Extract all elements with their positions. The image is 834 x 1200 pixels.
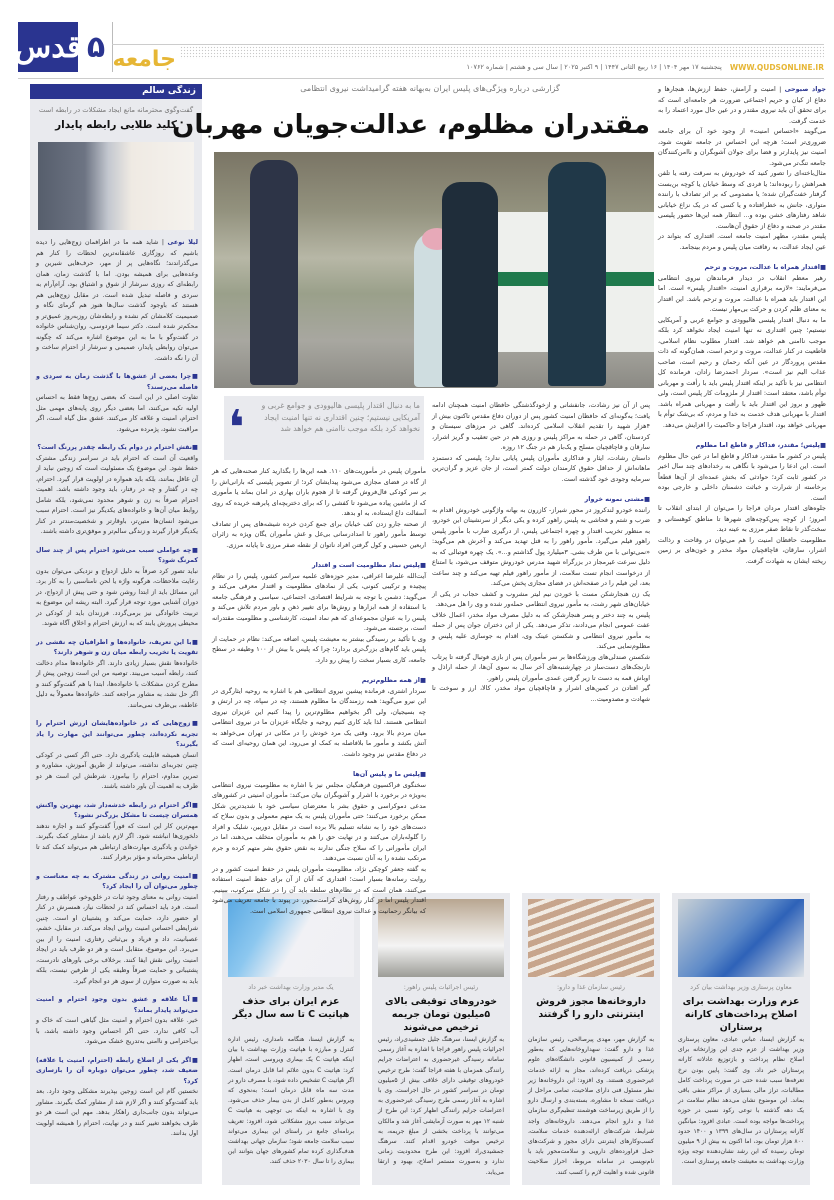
paragraph: می‌گویند «احساس امنیت» از وجود خود آن برای جامعه ضروری‌تر است؛ هرچه این احساس در جامعه تقویت شود، امنیت نیز پایدارتر و فضا برای جولان آشوبگران و ناامن‌کنندگان جامعه تنگ‌تر می‌شود. [658,127,826,167]
card-kicker: رئیس سازمان غذا و دارو: [556,983,626,991]
subheading: ■از همه مظلوم‌تریم [361,676,426,684]
card-kicker: یک مدیر وزارت بهداشت خبر داد [248,983,334,991]
paragraph: پلیس مقتدر، مظهر امنیت جامعه است. اقتداری که بتواند در عین ایجاد عدالت، به رفاقت میان پلیس و مردم بینجامد. [658,232,826,251]
divider [18,78,824,79]
website-link[interactable]: WWW.QUDSONLINE.IR [729,62,824,72]
section-title: جامعه [112,47,176,72]
card-title[interactable]: خودروهای توقیفی بالای ۵میلیون تومان جریمه ترخیص می‌شوند [384,996,498,1033]
subheading: ■پلیس ما و پلیس آن‌ها [352,770,426,778]
paragraph: مأموران پلیس در مأموریت‌های ۱۱۰. همه این‌ها را بگذارید کنار صحنه‌هایی که هر از گاه در فضای مجازی می‌شود پیدایشان کرد؛ از تصویر پلیسی که بارانی‌اش را بر سر کودکی فال‌فروش گرفته تا از هجوم باران بهاری در امان بماند یا مأموری که از ماشین پیاده می‌شود تا کفشی را که برای دختربچه‌ای پابرهنه خریده که روی آسفالت داغ ایستاده، به او بدهد. [212,467,427,517]
divider [112,44,824,45]
paragraph: پلیس به چند دختر و پسر هنجارشکن که به دلیل مصرف مواد مخدر، اعمال خلاف عفت عمومی انجام می‌دادند، تذکر می‌دهد. یکی از این دختران جوان پس از حمله به مأمور نیروی انتظامی و شکستن عینک وی، اقدام به جوسازی علیه پلیس و مظلوم‌نمایی می‌کند. [432,610,650,650]
news-card[interactable] [222,893,360,1185]
photo-officer [548,162,606,386]
qa-question: ■با این تعریف، خانواده‌ها و اطرافیان چه نقشی در تقویت یا تخریب رابطه میان زن و شوهر دارند؟ [36,638,198,656]
quote-icon: ❛ [228,400,245,456]
qa-answer: خیر. علاقه بدون احترام و امنیت مثل گیاهی است که خاک و آب کافی ندارد. حتی اگر احساس وجود داشته باشد، با بی‌احترامی و ناامنی به‌تدریج خشک می‌شود. [36,1017,198,1045]
paragraph: رهبر معظم انقلاب در دیدار فرماندهان نیروی انتظامی می‌فرمایند: «لازمه برقراری امنیت، «اقتدار پلیس» است. اما این اقتدار باید همراه با عدالت، مروت و ترحم باشد. این اقتدار به معنای ظلم کردن و حرکت بی‌مهار نیست. [658,273,826,313]
paragraph: جلوه‌های اقتدار مردان فراجا را می‌توان از ابتدای انقلاب تا امروز؛ از کوچه پس‌کوچه‌های شهرها تا مناطق کوهستانی و سخت‌گذر تا نقاط صفر مرزی به عینه دید. [658,504,826,533]
subheading: ■پلیس؛ مقتدر، فداکار و قاطع اما مظلوم [695,441,826,449]
qa-question: ■چرا بعضی از عشق‌ها با گذشت زمان به سردی و فاصله می‌رسند؟ [36,373,198,391]
paragraph: سردار اشتری، فرمانده پیشین نیروی انتظامی هم با اشاره به روحیه ایثارگری در این نیرو می‌گوید: همه رزمندگان ما مظلوم هستند، چه در سپاه، چه در ارتش و چه بسیجیان، ولی اگر بخواهیم مظلوم‌ترین را پیدا کنیم این عزیزان نیروی انتظامی هستند. لذا باید کاری کنیم روحیه و جایگاه عزیزان ما در نیروی انتظامی میان مردم بالا برود. وقتی یک مرد خودش را در مکانی در تهران می‌خواهد به آتش بکشد و مأمور ما بلافاصله به کمک او می‌رود، این همان روحیه‌ای است که در دفاع مقدس نیز وجود داشت. [212,686,426,758]
qa-answer: انسان همیشه قابلیت یادگیری دارد. حتی اگر کسی در کودکی چنین تجربه‌ای نداشته، می‌تواند از طریق آموزش، مشاوره و تمرین مداوم، احترام را بیاموزد. شرطش این است هر دو طرف به اهمیت آن باور داشته باشند. [36,751,198,790]
paragraph: مثال‌باخته‌ای را تصور کنید که خودروش به سرقت رفته یا تلفن همراهش را ربوده‌اند؛ یا فردی که وسط خیابان یا کوچه بن‌بست گرفتار خفت‌گیران شده؛ یا مصدومی که بر اثر تصادف با راننده متواری، جانش به خطرافتاده و یا کسی که در یک نزاع خیابانی شاهد رفتارهای خشن بوده و... انتظار همه این‌ها حضور پلیسی مقتدر در صحنه و دفاع از حقوق آن‌هاست. [658,169,826,230]
card-photo [528,899,654,977]
column-content [212,466,426,916]
paragraph: ما به دنبال اقتدار پلیسی هالیوودی و جوامع غربی و آمریکایی نیستیم؛ چنین اقتداری نه تنها امنیت ایجاد نخواهد کرد بلکه موجب ناامنی هم خواهد شد. اقتدار مطلوب نظام اسلامی، قاطعیت در کنار عدالت، مروت و ترحم است، همان‌گونه که ذات مقدس پروردگار در عین آنکه رحمان و رحیم است، صاحب عذاب الیم نیز است». سردار احمدرضا رادان، فرمانده کل انتظامی نیز با تأکید بر اینکه اقتدار پلیس باید با رأفت و مهربانی توأم باشد، معتقد است: اقتدار از ملزومات کار پلیس است، ولی ظهور و بروز این اقتدار باید با رأفت و مهربانی همراه باشد. اقتدار با مهربانی هدف خدمت به خدا و مردم، که بی‌شک توأم با مهربانی خواهد بود، اقتدار فراجا و حاکمیت را افزایش می‌دهد. [658,315,826,429]
column-content [432,400,650,704]
paragraph: پس از آن نیز رشادت، جانفشانی و ازخودگذشتگی حافظان امنیت همچنان ادامه یافت؛ به‌گونه‌ای که حافظان امنیت کشور پس از دوران دفاع مقدس تاکنون بیش از ۴هزار شهید را تقدیم انقلاب اسلامی کرده‌اند. گاهی در مرزهای سیستان و کردستان، گاهی در حمله به مراکز پلیس و روزی هم در حین تعقیب و گریز اشرار، سارقان و قاچاقچیان مسلح و یک‌بار هم در جنگ ۱۲ روزه. [432,401,650,451]
paragraph: شکستن صندلی‌های ورزشگاه‌ها بر سر مأموران پس از بازی فوتبال گرفته تا پرتاب نارنجک‌های دست‌ساز در چهارشنبه‌های آخر سال به سوی آن‌ها، از حمله اراذل و اوباش قمه به دست تا زیر گرفتن عمدی مأموران پلیس راهور. [432,652,650,682]
qa-answer: خانواده‌ها نقش بسیار زیادی دارند. اگر خانواده‌ها مدام دخالت کنند، رابطه آسیب می‌بیند. توصیه من این است زوجین پیش از مطرح کردن مشکلات با خانواده‌ها، ابتدا با هم گفت‌وگو کنند و اگر حل نشد، به مشاور مراجعه کنند. خانواده‌ها معمولاً به دلیل عاطفه، بی‌طرف نمی‌مانند. [36,659,198,709]
card-body: به گزارش ایسنا، سرهنگ جلیل جمشیدی‌راد، رئیس اجرائیات پلیس راهور فراجا با اشاره به آغاز رسمی سامانه رسیدگی غیرحضوری به اعتراضات جرایم رانندگی همزمان با هفته فراجا گفت: طرح ترخیص خودروهای توقیفی دارای خلافی بیش از ۵میلیون تومان در سراسر کشور در حال اجراست. وی با اشاره به آغاز رسمی طرح رسیدگی غیرحضوری به اعتراضات جرایم رانندگی اظهار کرد: این طرح از شنبه ۱۲ مهر به صورت آزمایشی آغاز شد و مالکان می‌توانند با پرداخت بخشی از مبلغ جریمه، به ترخیص موقت خودرو اقدام کنند. سرهنگ جمشیدی‌راد افزود: این طرح محدودیت زمانی ندارد و به‌صورت مستمر اصلاح، بهبود و ارتقا می‌یابد. [378,1036,505,1176]
qa-question: ■اگر یکی از اضلاع رابطه (احترام، امنیت یا علاقه) ضعیف شد، چطور می‌توان دوباره آن را بازسازی کرد؟ [36,1056,198,1085]
logo-text: قدس [14,29,82,65]
page-number: ۵ [82,22,110,72]
card-body: به گزارش مهر، مهدی پیرصالحی، رئیس سازمان غذا و دارو گفت: سهداروخانه‌هایی که به‌طور رسمی از کمیسیون قانونی دانشگاه‌های علوم پزشکی دریافت کرده‌اند، مجاز به ارائه خدمات غیرحضوری هستند. وی افزود: این داروخانه‌ها زیر نظر مسئول فنی دارای صلاحیت، تمامی مراحل از دریافت نسخه تا مشاوره، بسته‌بندی و ارسال دارو را از طریق زیرساخت هوشمند تنظیم‌گری سازمان غذا و دارو انجام می‌دهند. داروخانه‌های واجد شرایط، شرکت‌های ارائه‌دهنده خدمات سلامت، کسب‌وکارهای اینترنتی دارای مجوز و شرکت‌های حمل فراورده‌های دارویی و سلامت‌محور باید با نام‌نویسی در سامانه مربوط، احراز صلاحیت قانونی شده و اهلیت لازم را کسب کنند. [528,1036,654,1176]
qa-answer: مهم‌ترین کار این است که فوراً گفت‌وگو کنند و اجازه ندهند دلخوری‌ها انباشته شود. اگر لازم باشد از مشاور کمک بگیرند. خواندن و یادگیری مهارت‌های ارتباطی هم می‌تواند کمک کند تا ارتباطی محترمانه و مؤثر برقرار کنند. [36,822,198,861]
card-photo [678,899,804,977]
card-title[interactable]: داروخانه‌ها مجوز فروش اینترنتی دارو را گرفتند [536,996,646,1020]
article-column-2 [432,400,650,885]
qa-question: ■امنیت روانی در زندگی مشترک به چه معناست و چطور می‌توان آن را ایجاد کرد؟ [36,872,198,890]
news-card[interactable] [522,893,660,1185]
qa-question: ■آیا علاقه و عشق بدون وجود احترام و امنیت می‌تواند پایدار بماند؟ [36,996,198,1014]
qa-answer: نخستین گام این است زوجین بپذیرند مشکلی وجود دارد. بعد باید گفت‌وگو کنند و اگر لازم شد از مشاور کمک بگیرند. مشاور می‌تواند بدون جانب‌داری راهکار بدهد. مهم این است هر دو طرف بخواهند تغییر کنند و در نهایت، احترام را همیشه اولویت اول بدانند. [36,1088,198,1137]
main-headline: مقتدران مظلوم، عدالت‌جویان مهربان [172,110,650,140]
sidebar-kicker: گفت‌وگوی محترمانه مانع ایجاد مشکلات در رابطه است [38,106,194,114]
paragraph: آیت‌الله علیرضا اعرافی، مدیر حوزه‌های علمیه سراسر کشور، پلیس را در نظام پیچیده و ترکیبی کنونی، یکی از نمادهای مظلومیت و اقتدار معرفی می‌کند و می‌گوید: دشمن با توجه به شرایط اقتصادی، اجتماعی، سیاسی و فرهنگی جامعه با استفاده از همه ابزارها و روش‌ها برای تغییر ذهن و باور مردم تلاش می‌کند و پلیس را به عنوان مجموعه‌ای که هم نماد امنیت، کارشناسی و مظلومیت مقتدرانه است، برجسته می‌شود. [212,571,426,632]
paragraph: پلیس در کشور ما مقتدر، فداکار و قاطع اما در عین حال مظلوم است. این ادعا را می‌شود با نگاهی به رخدادهای چند سال اخیر در کشور ثابت کرد؛ حوادثی که بخش عمده‌ای از آن‌ها قطعاً برخاسته از شرارت و خباثت دشمنان داخلی و خارجی بوده است. [658,451,826,502]
paragraph: امنیت و آرامش، حفظ ارزش‌ها، هنجارها و دفاع از کیان و حریم اجتماعی ضرورت هر جامعه‌ای است که برای تحقق آن باید نیروی مقتدر و در عین حال مورد اعتماد را به خدمت گرفت. [658,85,826,125]
subheading: ■اقتدار همراه با عدالت، مروت و ترحم [704,263,826,271]
subheading: ■پلیس نماد مظلومیت است و اقتدار [311,561,426,569]
article-column-3 [212,466,427,915]
qa-list [36,372,198,1140]
news-card[interactable] [372,893,510,1185]
paragraph: داستان رشادت، ایثار و فداکاری مأموران پلیس پایانی ندارد؛ پلیسی که دستمزد ماهانه‌اش از حداقل حقوق کارمندان دولت کمتر است، از جان عزیز و گران‌ترین سرمایه وجودی خود گذشته است. [432,453,650,483]
paragraph: راننده خودرو لندکروز در محور شیراز- کازرون به بهانه واژگونی خودروش اقدام به ضرب و شتم و فحاشی به پلیس راهور کرده و یکی دیگر از سرنشینان این خودرو، به منظور تخریب اقتدار و چهره اجتماعی پلیس، از درگیری ضارب با مأمور پلیس راهور فیلم می‌گیرد. مأمور راهور را به قتل تهدید می‌کند و آخرش هم می‌گوید: «نمی‌توانی با من طرف بشی. ۳میلیارد پول گذاشتم و...». یک چهره فوتبالی که به دلیل سرعت غیرمجاز در بزرگراه شهید مدرس خودروش متوقف می‌شود، با امتناع از درخواست انجام تست سلامت، از مأمور راهور فیلم تهیه می‌کند و چند ساعت بعد، این فیلم را در صفحه‌اش در فضای مجازی پخش می‌کند. [432,505,650,587]
card-kicker: رئیس اجرائیات پلیس راهور: [403,983,479,991]
card-body: به گزارش ایسنا، عباس عبادی، معاون پرستاری وزیر بهداشت از عزم جدی این وزارتخانه برای اصلاح نظام پرداخت و بازتوزیع عادلانه کارانه پرستاران خبر داد. وی گفت: پایین بودن نرخ تعرفه‌ها سبب شده حتی در صورت پرداخت کامل مطالبات، تراز مالی بسیاری از مراکز منفی باقی بماند. این موضوع نشان می‌دهد نظام سلامت در یک دهه گذشته با نوعی رکود نسبی در حوزه پرداخت‌ها مواجه بوده است. عبادی افزود: میانگین کارانه پرستاران در سال‌های ۱۳۹۹ و ۱۴۰۰ حدود ۸۰۰ هزار تومان بود، اما اکنون به بیش از ۹ میلیون تومان رسیده که این رشد نشان‌دهنده توجه ویژه وزارت بهداشت به معیشت جامعه پرستاری است. [678,1036,805,1166]
qa-question: ■چه عواملی سبب می‌شود احترام پس از چند سال کمرنگ شود؟ [36,546,198,564]
sidebar-title: کلید طلایی رابطه پایدار [55,119,177,131]
sidebar-article: لیلا نوعی | شاید همه ما در اطرافمان زوج‌هایی را دیده باشیم که روزگاری عاشقانه‌ترین لحظات را کنار هم می‌گذراندند؛ نگاه‌هایی پر از مهر، حرف‌هایی شیرین و وعده‌هایی برای همیشه بودن. اما با گذشت زمان، همان رابطه‌ای که روزی سرشار از شوق و اشتیاق بود، آرام‌آرام به سردی و فاصله تبدیل شده است. در مقابل زوج‌هایی هم هستند که باوجود گذشت سال‌ها هنوز هم گرمای نگاه و صمیمیت کلامشان کم نشده و رابطه‌شان روزبه‌روز عمیق‌تر و محکم‌تر شده است. دکتر سیما فردوسی، روان‌شناس خانواده در گفت‌وگو با ما به این موضوع اشاره می‌کند که چگونه می‌توان روابطی پایدار، صمیمی و سرشار از احترام ساخت و آن را نگه داشت. ■چرا بعضی از عشق‌ها با گذشت زمان به سردی و فاصله می‌رسند؟ تفاوت اصلی در این است که بعضی زوج‌ها فقط به احساس اولیه تکیه می‌کنند، اما بعضی دیگر روی پایه‌های مهمی مثل احترام، امنیت و علاقه کار می‌کنند. عشق مثل گیاه است، اگر مراقبت نشود، پژمرده می‌شود. ■نقش احترام در دوام یک رابطه چقدر پررنگ است؟ واقعیت آن است که احترام باید در سراسر زندگی مشترک حفظ شود. این موضوع یک مسئولیت است که زوجین نباید از آن غافل بمانند، بلکه باید همواره در اولویت قرار گیرد. احترام، چه در گفتار و چه در رفتار، باید وجود داشته باشد. اهمیت احترام صرفاً به زن و شوهر محدود نمی‌شود، بلکه شامل روابط میان آن‌ها و خانواده‌های یکدیگر نیز است. احترام سبب می‌شود انسان‌ها متین‌تر، باوقارتر و شخصیت‌مندتر در کنار یکدیگر قرار گیرند و زندگی سالم‌تر و موفق‌تری داشته باشند. ■چه عواملی سبب می‌شود احترام پس از چند سال کمرنگ شود؟ نباید تصور کرد صرفاً به دلیل ازدواج و نزدیکی می‌توان بدون رعایت ملاحظات، هرگونه واژه یا لحن نامناسبی را به کار برد. این مسائل باید از ابتدا روشن شود و حتی پیش از ازدواج، در دوران آشنایی مورد توجه قرار گیرد. البته ریشه این موضوع به تربیت خانوادگی نیز برمی‌گردد. فرزندان باید از کودکی در محیطی پرورش یابند که به ارزش احترام و اخلاق آگاه شوند. ■با این تعریف، خانواده‌ها و اطرافیان چه نقشی در تقویت یا تخریب رابطه میان زن و شوهر دارند؟ خانواده‌ها نقش بسیار زیادی دارند. اگر خانواده‌ها مدام دخالت کنند، رابطه آسیب می‌بیند. توصیه من این است زوجین پیش از مطرح کردن مشکلات با خانواده‌ها، ابتدا با هم گفت‌وگو کنند و اگر حل نشد، به مشاور مراجعه کنند. خانواده‌ها معمولاً به دلیل عاطفه، بی‌طرف نمی‌مانند. ■زوج‌هایی که در خانواده‌هایشان ارزش احترام را تجربه نکرده‌اند، چطور می‌توانند این مهارت را یاد بگیرند؟ انسان همیشه قابلیت یادگیری دارد. حتی اگر کسی در کودکی چنین تجربه‌ای نداشته، می‌تواند از طریق آموزش، مشاوره و تمرین مداوم، احترام را بیاموزد. شرطش این است هر دو طرف به اهمیت آن باور داشته باشند. ■اگر احترام در رابطه خدشه‌دار شد، بهترین واکنش همسران چیست تا مشکل بزرگ‌تر نشود؟ مهم‌ترین کار این است که فوراً گفت‌وگو کنند و اجازه ندهند دلخوری‌ها انباشته شود. اگر لازم باشد از مشاور کمک بگیرند. خواندن و یادگیری مهارت‌های ارتباطی هم می‌تواند کمک کند تا ارتباطی محترمانه و مؤثر برقرار کنند. ■امنیت روانی در زندگی مشترک به چه معناست و چطور می‌توان آن را ایجاد کرد؟ امنیت روانی به معنای وجود ثبات در خلق‌وخو، عواطف و رفتار است. فرد باید احساس کند در لحظات نیاز، همسرش در کنار او حضور دارد، حمایت می‌کند و پشتیبان او است. چنین شرایطی احساس امنیت روانی ایجاد می‌کند. در مقابل، خشم، عصبانیت، داد و فریاد و بی‌ثباتی رفتاری، امنیت را از بین می‌برد. این موضوع، متقابل است و هر دو طرف باید در ایجاد امنیت روانی نقش ایفا کنند. برخلاف برخی باورهای نادرست، پشتیبانی و حمایت صرفاً وظیفه یکی از طرفین نیست، بلکه باید به صورت متوازن از سوی هر دو انجام گیرد. ■آیا علاقه و عشق بدون وجود احترام و امنیت می‌تواند پایدار بماند؟ خیر. علاقه بدون احترام و امنیت مثل گیاهی است که خاک و آب کافی ندارد. حتی اگر احساس وجود داشته باشد، با بی‌احترامی و ناامنی به‌تدریج خشک می‌شود. ■اگر یکی از اضلاع رابطه (احترام، امنیت یا علاقه) ضعیف شد، چطور می‌توان دوباره آن را بازسازی کرد؟ نخستین گام این است زوجین بپذیرند مشکلی وجود دارد. بعد باید گفت‌وگو کنند و اگر لازم شد از مشاور کمک بگیرند. مشاور می‌تواند بدون جانب‌داری راهکار بدهد. مهم این است هر دو طرف بخواهند تغییر کنند و در نهایت، احترام را همیشه اولویت اول بدانند. [36,238,198,1178]
column-content [658,126,826,566]
sidebar-intro: شاید همه ما در اطرافمان زوج‌هایی را دیده باشیم که روزگاری عاشقانه‌ترین لحظات را کنار هم می‌گذراندند؛ نگاه‌هایی پر از مهر، حرف‌هایی شیرین و وعده‌هایی برای همیشه بودن. اما با گذشت زمان، همان رابطه‌ای که روزی سرشار از شوق و اشتیاق بود، آرام‌آرام به سردی و فاصله تبدیل شده است. در مقابل زوج‌هایی هم هستند که باوجود گذشت سال‌ها هنوز هم گرمای نگاه و صمیمیت کلامشان کم نشده و رابطه‌شان روزبه‌روز عمیق‌تر و محکم‌تر شده است. دکتر سیما فردوسی، روان‌شناس خانواده در گفت‌وگو با ما به این موضوع اشاره می‌کند که چگونه می‌توان روابطی پایدار، صمیمی و سرشار از احترام ساخت و آن را نگه داشت. [36,239,198,362]
card-title[interactable]: عزم وزارت بهداشت برای اصلاح پرداخت‌های کارانه پرستاران [682,996,800,1033]
paragraph: مظلومیت حافظان امنیت را هم می‌توان در وقاحت و رذالت اشرار، سارقان، قاچاقچیان مواد مخدر و خون‌های بر زمین ریخته ایشان به شهادت گرفت. [658,535,826,565]
paragraph: وی با تأکید بر رسیدگی بیشتر به معیشت پلیس، اضافه می‌کند: نظام در حمایت از پلیس باید گام‌های بزرگ‌تری بردارد؛ چرا که پلیس با بیش از ۱۰۰ وظیفه در سطح جامعه، کاری بسیار سخت را پیش رو دارد. [212,634,426,664]
qa-question: ■زوج‌هایی که در خانواده‌هایشان ارزش احترام را تجربه نکرده‌اند، چطور می‌توانند این مهارت را یاد بگیرند؟ [36,720,198,748]
paragraph: گیر افتادن در کمین‌های اشرار و قاچاقچیان مواد مخدر، کالا، ارز و سوخت تا شهادت و مصدومیت... [432,684,650,703]
dotted-pattern [180,46,824,59]
main-kicker: گزارشی درباره ویژگی‌های پلیس ایران به‌بهانه هفته گرامیداشت نیروی انتظامی [300,84,560,93]
qa-answer: تفاوت اصلی در این است که بعضی زوج‌ها فقط به احساس اولیه تکیه می‌کنند، اما بعضی دیگر روی پایه‌های مهمی مثل احترام، امنیت و علاقه کار می‌کنند. عشق مثل گیاه است، اگر مراقبت نشود، پژمرده می‌شود. [36,394,198,433]
qa-question: ■نقش احترام در دوام یک رابطه چقدر پررنگ است؟ [37,444,198,451]
paragraph: به گفته جعفر کوچکی نژاد، مظلومیت مأموران پلیس در حفظ امنیت کشور و در روایت رسانه‌ها بسیار است؛ اقتداری که آنان از آن برای حفظ امنیت استفاده می‌کنند، همان است که در نظام‌های سلطه باید آن را در شکل سرکوب، ببینیم. اقتدار پلیس اما در کنار روش‌های کرامت‌محور، در پیوند با جامعه تعریف می‌شود که بیانگر رحمانیت و عدالت نیروی انتظامی جمهوری اسلامی است. [212,864,426,915]
card-kicker: معاون پرستاری وزیر بهداشت بیان کرد [690,983,792,991]
sidebar-section-label: زندگی سالم [30,84,202,99]
paragraph: یک زن هنجارشکن مست با خوردن نیم لیتر مشروب و کشف حجاب در یکی از خیابان‌های شهر رشت، به مأمور نیروی انتظامی حمله‌ور شده و وی را هل می‌دهد. [432,589,650,608]
dateline: پنجشنبه ۱۷ مهر ۱۴۰۴ | ۱۶ ربیع الثانی ۱۴۴۷ | ۹ اکتبر ۲۰۲۵ | سال سی و هشتم | شماره ۱۰۷۶۲ [466,63,722,71]
main-photo [214,152,654,388]
sidebar-byline: لیلا نوعی [167,239,198,246]
subheading: ■مشتی نمونه خروار [584,495,650,503]
dateline-bar [180,61,824,73]
paragraph: از صحنه جارو زدن کف خیابان برای جمع کردن خرده شیشه‌های پس از تصادف توسط مأمور راهور تا امدادرسانی بی‌غل و غش مأموران یگان ویژه به زائران اربعین حسینی و کول گرفتن افراد ناتوان از نقطه صفر مرزی تا پایانه مرزی. [212,519,426,549]
card-title[interactable]: عزم ایران برای حذف هپاتیت C تا سه سال دیگر [232,996,350,1020]
qa-answer: واقعیت آن است که احترام باید در سراسر زندگی مشترک حفظ شود. این موضوع یک مسئولیت است که زوجین نباید از آن غافل بمانند، بلکه باید همواره در اولویت قرار گیرد. احترام، چه در گفتار و چه در رفتار، باید وجود داشته باشد. اهمیت احترام صرفاً به زن و شوهر محدود نمی‌شود، بلکه شامل روابط میان آن‌ها و خانواده‌های یکدیگر نیز است. احترام سبب می‌شود انسان‌ها متین‌تر، باوقارتر و شخصیت‌مندتر در کنار یکدیگر قرار گیرند و زندگی سالم‌تر و موفق‌تری داشته باشند. [36,454,198,535]
card-body: به گزارش ایسنا، هنگامه نامداری، رئیس اداره کنترل و مبارزه با هپاتیت وزارت بهداشت با بیان اینکه هپاتیت C یک بیماری ویروسی است، اظهار کرد: هپاتیت C بدون علائم اما قابل درمان است. اگر هپاتیت C تشخیص داده شود، با مصرف دارو در مدت سه ماه قابل درمان است؛ به‌نحوی که ویروس به‌طور کامل از بدن بیمار حذف می‌شود. وی با اشاره به اینکه بی توجهی به هپاتیت C می‌تواند سبب بروز مشکلاتی شود، افزود: تعریف برنامه‌ای جامع در راستای این بیماری می‌تواند سبب سلامت جامعه شود؛ سازمان جهانی بهداشت هدف‌گذاری کرده تمام کشورهای جهان بتوانند این بیماری را تا سال ۲۰۳۰ حذف کنند. [228,1036,355,1166]
sidebar-photo [38,142,194,230]
qa-answer: نباید تصور کرد صرفاً به دلیل ازدواج و نزدیکی می‌توان بدون رعایت ملاحظات، هرگونه واژه یا لحن نامناسبی را به کار برد. این مسائل باید از ابتدا روشن شود و حتی پیش از ازدواج، در دوران آشنایی مورد توجه قرار گیرد. البته ریشه این موضوع به تربیت خانوادگی نیز برمی‌گردد. فرزندان باید از کودکی در محیطی پرورش یابند که به ارزش احترام و اخلاق آگاه شوند. [36,567,198,627]
photo-person [250,160,298,385]
main-byline: جواد صبوحی [784,85,827,93]
newspaper-logo [14,22,82,72]
article-column-1: جواد صبوحی | امنیت و آرامش، حفظ ارزش‌ها، هنجارها و دفاع از کیان و حریم اجتماعی ضرورت هر جامعه‌ای است که برای تحقق آن باید نیروی مقتدر و در عین حال مورد اعتماد را به خدمت گرفت. می‌گویند «احساس امنیت» از وجود خود آن برای جامعه ضروری‌تر است؛ هرچه این احساس در جامعه تقویت شود، امنیت نیز پایدارتر و فضا برای جولان آشوبگران و ناامن‌کنندگان جامعه تنگ‌تر می‌شود. مثال‌باخته‌ای را تصور کنید که خودروش به سرقت رفته یا تلفن همراهش را ربوده‌اند؛ یا فردی که وسط خیابان یا کوچه بن‌بست گرفتار خفت‌گیران شده؛ یا مصدومی که بر اثر تصادف با راننده متواری، جانش به خطرافتاده و یا کسی که در یک نزاع خیابانی شاهد رفتارهای خشن بوده و... انتظار همه این‌ها حضور پلیسی مقتدر در صحنه و دفاع از حقوق آن‌هاست. پلیس مقتدر، مظهر امنیت جامعه است. اقتداری که بتواند در عین ایجاد عدالت، به رفاقت میان پلیس و مردم بینجامد. ■اقتدار همراه با عدالت، مروت و ترحم رهبر معظم انقلاب در دیدار فرماندهان نیروی انتظامی می‌فرمایند: «لازمه برقراری امنیت، «اقتدار پلیس» است. اما این اقتدار باید همراه با عدالت، مروت و ترحم باشد. این اقتدار به معنای ظلم کردن و حرکت بی‌مهار نیست. ما به دنبال اقتدار پلیسی هالیوودی و جوامع غربی و آمریکایی نیستیم؛ چنین اقتداری نه تنها امنیت ایجاد نخواهد کرد بلکه موجب ناامنی هم خواهد شد. اقتدار مطلوب نظام اسلامی، قاطعیت در کنار عدالت، مروت و ترحم است، همان‌گونه که ذات مقدس پروردگار در عین آنکه رحمان و رحیم است، صاحب عذاب الیم نیز است». سردار احمدرضا رادان، فرمانده کل انتظامی نیز با تأکید بر اینکه اقتدار پلیس باید با رأفت و مهربانی توأم باشد، معتقد است: اقتدار از ملزومات کار پلیس است، ولی ظهور و بروز این اقتدار باید با رأفت و مهربانی همراه باشد. اقتدار با مهربانی هدف خدمت به خدا و مردم، که بی‌شک توأم با مهربانی خواهد بود، اقتدار فراجا و حاکمیت را افزایش می‌دهد. ■پلیس؛ مقتدر، فداکار و قاطع اما مظلوم پلیس در کشور ما مقتدر، فداکار و قاطع اما در عین حال مظلوم است. این ادعا را می‌شود با نگاهی به رخدادهای چند سال اخیر در کشور ثابت کرد؛ حوادثی که بخش عمده‌ای از آن‌ها قطعاً برخاسته از شرارت و خباثت دشمنان داخلی و خارجی بوده است. جلوه‌های اقتدار مردان فراجا را می‌توان از ابتدای انقلاب تا امروز؛ از کوچه پس‌کوچه‌های شهرها تا مناطق کوهستانی و سخت‌گذر تا نقاط صفر مرزی به عینه دید. مظلومیت حافظان امنیت را هم می‌توان در وقاحت و رذالت اشرار، سارقان، قاچاقچیان مواد مخدر و خون‌های بر زمین ریخته ایشان به شهادت گرفت. [658,85,827,565]
qa-answer: امنیت روانی به معنای وجود ثبات در خلق‌وخو، عواطف و رفتار است. فرد باید احساس کند در لحظات نیاز، همسرش در کنار او حضور دارد، حمایت می‌کند و پشتیبان او است. چنین شرایطی احساس امنیت روانی ایجاد می‌کند. در مقابل، خشم، عصبانیت، داد و فریاد و بی‌ثباتی رفتاری، امنیت را از بین می‌برد. این موضوع، متقابل است و هر دو طرف باید در ایجاد امنیت روانی نقش ایفا کنند. برخلاف برخی باورهای نادرست، پشتیبانی و حمایت صرفاً وظیفه یکی از طرفین نیست، بلکه باید به صورت متوازن از سوی هر دو انجام گیرد. [36,893,198,985]
paragraph: سخنگوی فراکسیون فرهنگیان مجلس نیز با اشاره به مظلومیت نیروی انتظامی به‌ویژه در برخورد با اشرار و آشوبگران بیان می‌کند: مأموران امنیتی در کشورهای مدعی دموکراسی و حقوق بشر با معترضان سیاسی خود با شدیدترین شکل ممکن برخورد می‌کنند؛ حتی مأموران پلیس به یک متهم معمولی و بدون سلاح که دست‌های خود را به نشانه تسلیم بالا برده است در مقابل دوربین، شلیک و افراد را گلوله‌باران می‌کنند و در نهایت حق را هم به مأموران متخلف می‌دهند، اما در ایران مأمورانی را که سلاح جنگی ندارند به نقض حقوق بشر متهم کرده و جرم مرتکب نشده را به آنان نسبت می‌دهند. [212,780,426,862]
photo-officer [442,182,498,387]
qa-question: ■اگر احترام در رابطه خدشه‌دار شد، بهترین واکنش همسران چیست تا مشکل بزرگ‌تر نشود؟ [36,801,198,819]
pull-quote: ما به دنبال اقتدار پلیسی هالیوودی و جوامع غربی و آمریکایی نیستیم؛ چنین اقتداری نه تنها امنیت ایجاد نخواهد کرد بلکه موجب ناامنی هم خواهد شد [261,401,420,433]
news-card[interactable] [672,893,810,1185]
